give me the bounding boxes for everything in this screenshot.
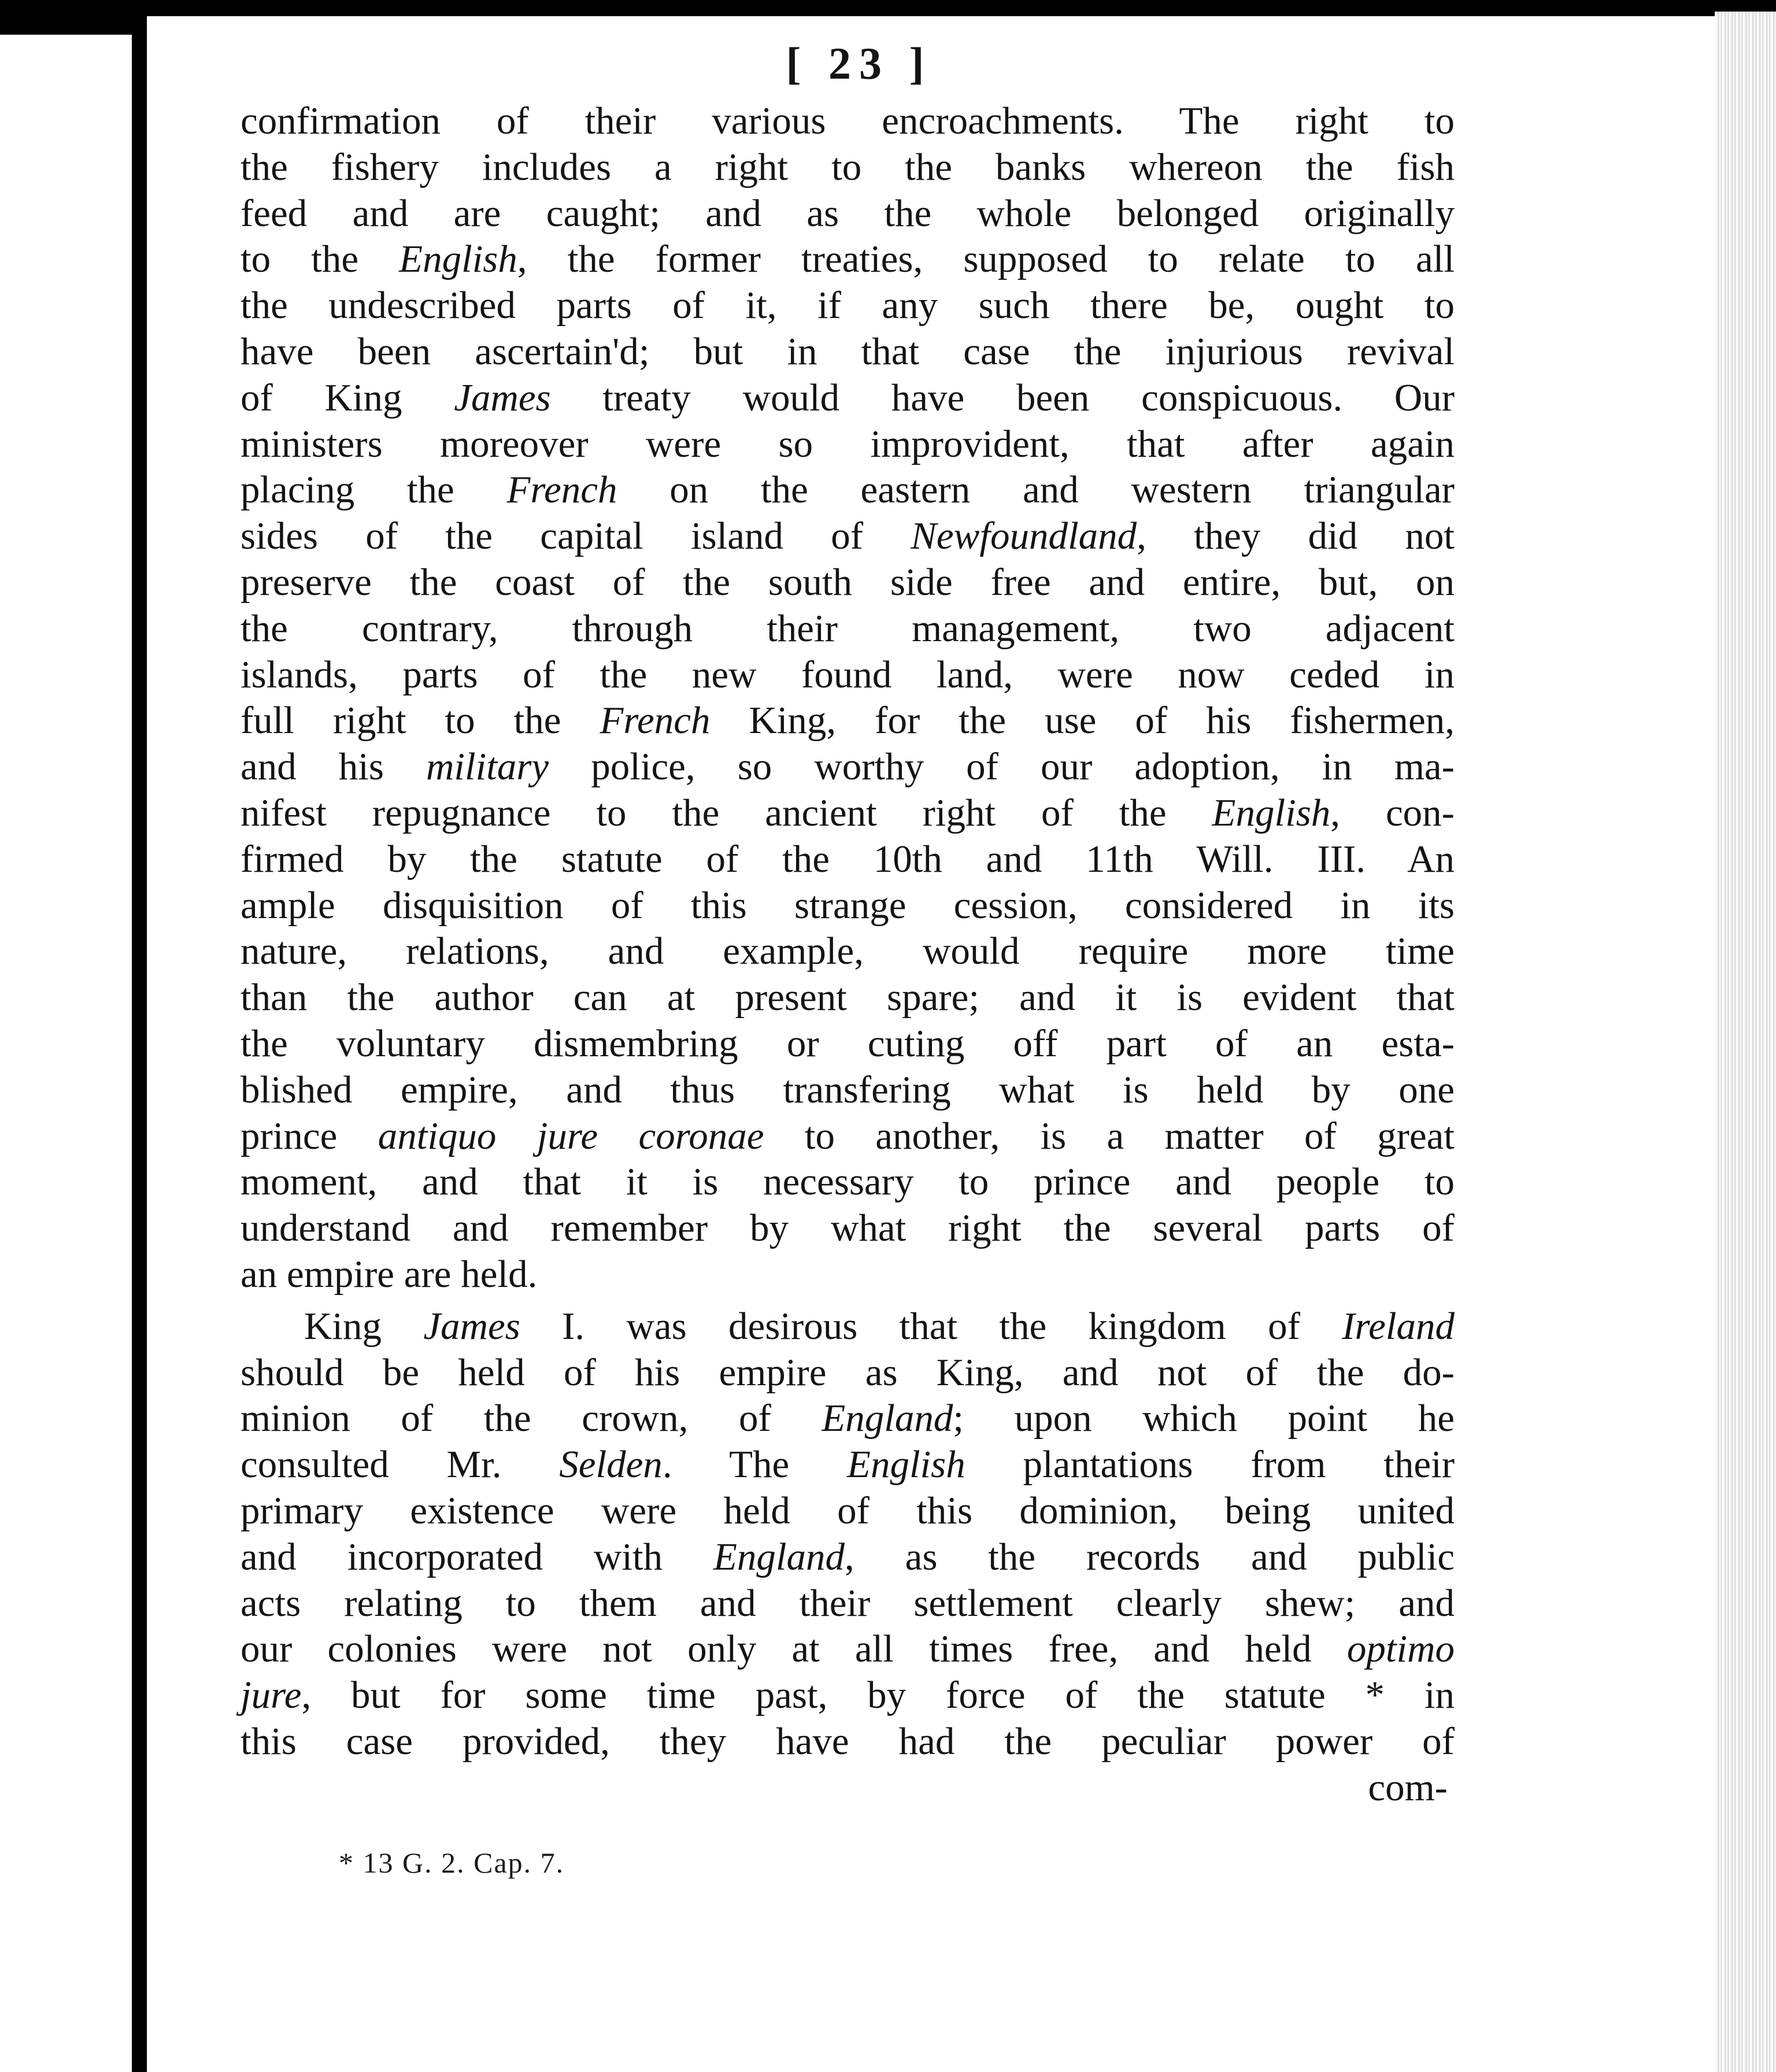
page-text-block [240, 35, 1455, 1880]
text-line: preserve the coast of the south side free and entire, but, on [240, 560, 1455, 604]
text-line: should be held of his empire as King, and not of the do- [240, 1350, 1455, 1394]
text-line: King James I. was desirous that the kingdom of Ireland [304, 1304, 1455, 1348]
text-line: primary existence were held of this dominion, being united [240, 1489, 1455, 1532]
text-line: this case provided, they have had the peculiar power of [240, 1719, 1455, 1763]
text-line: moment, and that it is necessary to prince and people to [240, 1160, 1455, 1204]
paragraph [240, 98, 1455, 1298]
text-line: feed and are caught; and as the whole belonged originally [240, 191, 1455, 235]
text-line: an empire are held. [240, 1252, 538, 1296]
text-line: of King James treaty would have been conspicuous. Our [240, 376, 1455, 419]
text-line: the voluntary dismembring or cuting off part of an esta- [240, 1022, 1455, 1065]
text-line: consulted Mr. Selden. The English plantations from their [240, 1443, 1455, 1486]
page-number: [ 23 ] [786, 38, 933, 88]
text-line: ample disquisition of this strange cession, considered in its [240, 883, 1455, 927]
text-line: minion of the crown, of England; upon which point he [240, 1397, 1455, 1440]
text-line: the contrary, through their management, two adjacent [240, 606, 1455, 650]
facing-page-edge [0, 35, 132, 2072]
book-gutter [132, 0, 147, 2072]
text-line: firmed by the statute of the 10th and 11th Will. III. An [240, 837, 1455, 880]
text-line: full right to the French King, for the use of his fishermen, [240, 699, 1455, 742]
text-line: ministers moreover were so improvident, that after again [240, 422, 1455, 465]
catchword: com- [1368, 1766, 1448, 1809]
paragraph [240, 1304, 1455, 1765]
text-line: have been ascertain'd; but in that case the injurious revival [240, 330, 1455, 373]
text-line: understand and remember by what right the several parts of [240, 1207, 1455, 1250]
text-line: the fishery includes a right to the banks whereon the fish [240, 145, 1455, 188]
page-block-edge [1715, 12, 1776, 2072]
text-line: our colonies were not only at all times free, and held optimo [240, 1627, 1455, 1671]
text-line: the undescribed parts of it, if any such there be, ought to [240, 284, 1455, 327]
body-text [240, 98, 1455, 1765]
text-line: blished empire, and thus transfering what is held by one [240, 1068, 1455, 1111]
text-line: and his military police, so worthy of our adoption, in ma- [240, 745, 1455, 789]
text-line: jure, but for some time past, by force of the statute * in [240, 1674, 1455, 1717]
text-line: sides of the capital island of Newfoundland, they did not [240, 515, 1455, 558]
paragraph-gap [240, 1298, 1455, 1304]
text-line: confirmation of their various encroachments. The right to [240, 99, 1455, 142]
text-line: placing the French on the eastern and western triangular [240, 468, 1455, 512]
text-line: acts relating to them and their settlement clearly shew; and [240, 1581, 1455, 1625]
text-line: than the author can at present spare; and it is evident that [240, 976, 1455, 1019]
footnote: * 13 G. 2. Cap. 7. [339, 1847, 565, 1879]
text-line: islands, parts of the new found land, were now ceded in [240, 653, 1455, 696]
text-line: to the English, the former treaties, supposed to relate to all [240, 238, 1455, 281]
text-line: prince antiquo jure coronae to another, is a matter of great [240, 1114, 1455, 1157]
text-line: nifest repugnance to the ancient right of the English, con- [240, 791, 1455, 834]
text-line: and incorporated with England, as the records and public [240, 1535, 1455, 1578]
text-line: nature, relations, and example, would require more time [240, 930, 1455, 973]
